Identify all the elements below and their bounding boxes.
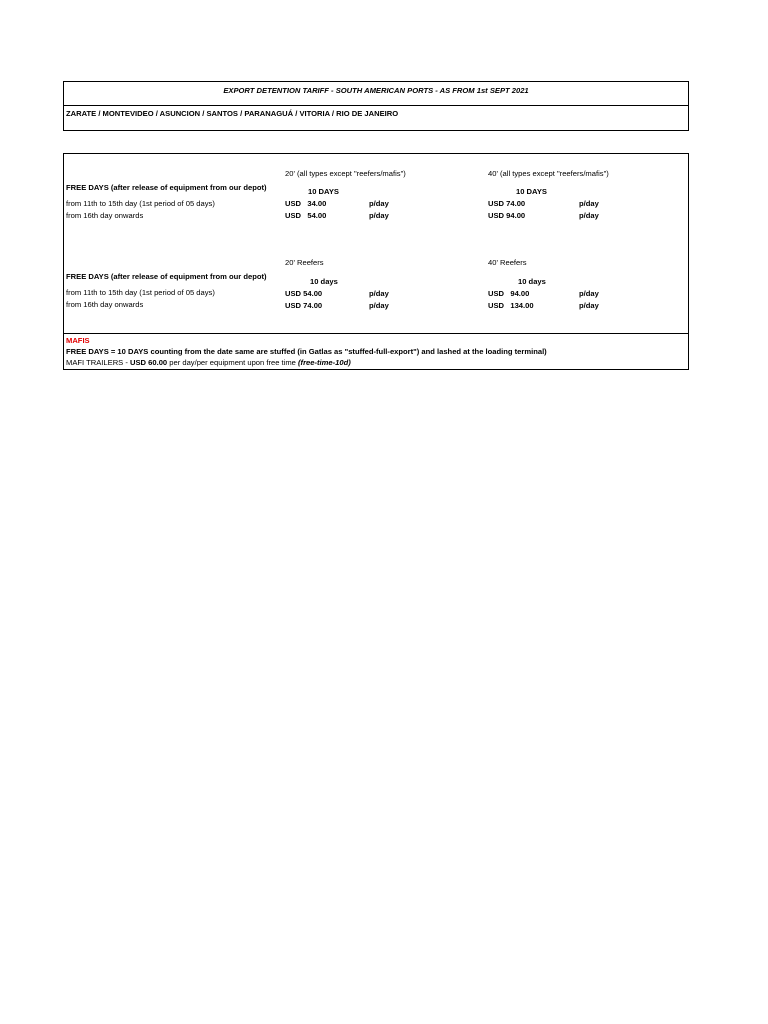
dry-row-2-rate40: USD 94.00 [488, 211, 526, 220]
reefer-free-days-20: 10 days [310, 277, 338, 286]
dry-col20-header: 20' (all types except "reefers/mafis") [285, 169, 406, 178]
reefer-free-days-label: FREE DAYS (after release of equipment from our depot) [66, 272, 267, 281]
dry-row-1-rate40: USD 74.00 [488, 199, 526, 208]
dry-row-1-rate20: USD 34.00 [285, 199, 327, 208]
dry-row-2-label: from 16th day onwards [66, 211, 144, 220]
dry-row-2-unit20: p/day [369, 211, 389, 220]
reefer-row-2-unit40: p/day [579, 301, 599, 310]
reefer-row-2-rate40: USD 134.00 [488, 301, 534, 310]
tariff-title: EXPORT DETENTION TARIFF - SOUTH AMERICAN PORTS - AS FROM 1st SEPT 2021 [223, 86, 529, 95]
dry-free-days-20: 10 DAYS [308, 187, 339, 196]
mafis-divider [63, 333, 689, 334]
dry-row-1-unit40: p/day [579, 199, 599, 208]
dry-row-2-rate20: USD 54.00 [285, 211, 327, 220]
dry-row-2-unit40: p/day [579, 211, 599, 220]
reefer-row-2-unit20: p/day [369, 301, 389, 310]
mafi-trailers-suffix: per day/per equipment upon free time [167, 358, 299, 367]
dry-col40-header: 40' (all types except "reefers/mafis") [488, 169, 609, 178]
mafi-trailers-line [66, 358, 351, 367]
reefer-row-1-rate40: USD 94.00 [488, 289, 530, 298]
reefer-free-days-40: 10 days [518, 277, 546, 286]
mafi-trailers-prefix: MAFI TRAILERS - [66, 358, 130, 367]
reefer-row-1-label: from 11th to 15th day (1st period of 05 days) [66, 288, 215, 297]
reefer-col40-header: 40' Reefers [488, 258, 527, 267]
mafis-free-days: FREE DAYS = 10 DAYS counting from the date same are stuffed (in Gatlas as "stuffed-full-export") and lashed at the loading terminal) [66, 347, 547, 356]
header-divider [63, 105, 689, 106]
reefer-row-1-unit20: p/day [369, 289, 389, 298]
dry-free-days-40: 10 DAYS [516, 187, 547, 196]
reefer-row-2-label: from 16th day onwards [66, 300, 144, 309]
reefer-col20-header: 20' Reefers [285, 258, 324, 267]
mafis-title: MAFIS [66, 336, 90, 345]
mafi-trailers-amount: USD 60.00 [130, 358, 168, 367]
dry-row-1-unit20: p/day [369, 199, 389, 208]
mafi-trailers-note: (free-time-10d) [298, 358, 351, 367]
reefer-row-2-rate20: USD 74.00 [285, 301, 323, 310]
ports-list: ZARATE / MONTEVIDEO / ASUNCION / SANTOS / PARANAGUÁ / VITORIA / RIO DE JANEIRO [66, 109, 399, 118]
dry-row-1-label: from 11th to 15th day (1st period of 05 days) [66, 199, 215, 208]
reefer-row-1-unit40: p/day [579, 289, 599, 298]
dry-free-days-label: FREE DAYS (after release of equipment from our depot) [66, 183, 267, 192]
reefer-row-1-rate20: USD 54.00 [285, 289, 323, 298]
